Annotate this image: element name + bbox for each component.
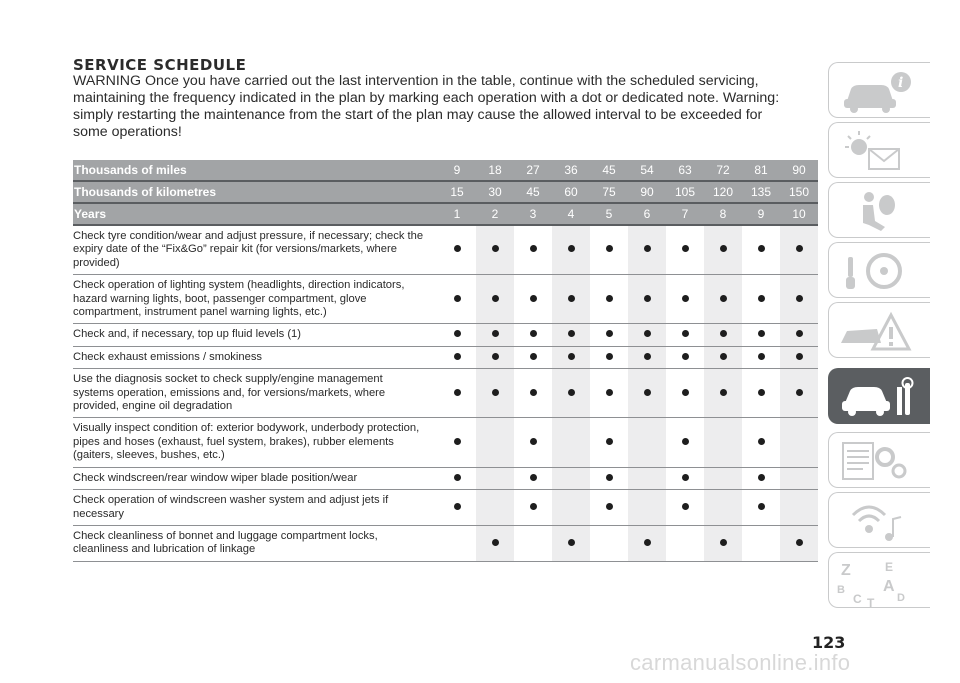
watermark: carmanualsonline.info <box>630 650 851 675</box>
schedule-cell <box>552 324 590 346</box>
schedule-cell <box>552 490 590 526</box>
schedule-cell <box>590 467 628 489</box>
header-value: 150 <box>780 181 818 203</box>
service-dot <box>454 330 461 337</box>
schedule-cell <box>780 490 818 526</box>
header-value: 90 <box>628 181 666 203</box>
table-header-row <box>73 181 818 203</box>
header-value: 36 <box>552 160 590 181</box>
schedule-cell <box>780 225 818 275</box>
schedule-cell <box>666 467 704 489</box>
header-value: 72 <box>704 160 742 181</box>
header-value: 27 <box>514 160 552 181</box>
schedule-cell <box>476 324 514 346</box>
header-value: 135 <box>742 181 780 203</box>
table-row <box>73 525 818 561</box>
service-dot <box>492 295 499 302</box>
car-maintenance-icon <box>829 369 931 425</box>
operation-text: Visually inspect condition of: exterior bodywork, underbody protection, pipes and hoses (exhaust, fuel system, brakes), rubber elements (gaiters, sleeves, bushes, etc.) <box>73 418 438 467</box>
airbag-safety-icon <box>829 183 931 239</box>
schedule-cell <box>514 324 552 346</box>
table-header-row <box>73 203 818 225</box>
index-letter: D <box>897 592 905 604</box>
operation-text: Check operation of windscreen washer system and adjust jets if necessary <box>73 490 438 526</box>
schedule-cell <box>704 467 742 489</box>
service-schedule-table <box>73 160 818 562</box>
schedule-cell <box>590 324 628 346</box>
service-dot <box>720 353 727 360</box>
service-dot <box>454 438 461 445</box>
table-row <box>73 490 818 526</box>
schedule-cell <box>628 369 666 418</box>
service-dot <box>568 389 575 396</box>
service-dot <box>644 245 651 252</box>
schedule-cell <box>704 225 742 275</box>
service-dot <box>758 389 765 396</box>
tab-technical-data[interactable] <box>828 432 930 488</box>
service-dot <box>644 295 651 302</box>
service-dot <box>454 353 461 360</box>
service-dot <box>568 353 575 360</box>
index-icon <box>829 553 931 609</box>
page-title: SERVICE SCHEDULE <box>73 56 247 74</box>
index-letter: A <box>883 578 895 595</box>
schedule-cell <box>742 369 780 418</box>
service-dot <box>530 474 537 481</box>
tab-warning-lights-messages[interactable] <box>828 122 930 178</box>
schedule-cell <box>514 369 552 418</box>
operation-text: Check and, if necessary, top up fluid levels (1) <box>73 324 438 346</box>
schedule-cell <box>742 346 780 368</box>
schedule-cell <box>514 525 552 561</box>
service-dot <box>492 389 499 396</box>
schedule-cell <box>742 225 780 275</box>
service-dot <box>568 539 575 546</box>
tab-starting-driving[interactable] <box>828 242 930 298</box>
header-label: Thousands of miles <box>73 160 438 181</box>
schedule-cell <box>438 490 476 526</box>
service-dot <box>682 353 689 360</box>
schedule-cell <box>666 418 704 467</box>
header-value: 15 <box>438 181 476 203</box>
schedule-cell <box>590 225 628 275</box>
schedule-cell <box>780 418 818 467</box>
schedule-cell <box>438 225 476 275</box>
service-dot <box>720 330 727 337</box>
service-dot <box>758 474 765 481</box>
header-value: 7 <box>666 203 704 225</box>
schedule-cell <box>552 346 590 368</box>
schedule-cell <box>742 490 780 526</box>
schedule-cell <box>476 418 514 467</box>
service-dot <box>758 438 765 445</box>
schedule-cell <box>780 369 818 418</box>
service-dot <box>606 353 613 360</box>
service-dot <box>758 330 765 337</box>
schedule-cell <box>628 490 666 526</box>
schedule-cell <box>628 346 666 368</box>
operation-text: Check exhaust emissions / smokiness <box>73 346 438 368</box>
warning-paragraph: WARNING Once you have carried out the last intervention in the table, continue with the scheduled servicing, maintaining the frequency indicated in the plan by marking each operation with a dot or dedicated note. Warning: simply restarting the maintenance from the start of the plan may cause the allowed interval to be exceeded for some operations! <box>73 73 780 140</box>
schedule-cell <box>628 418 666 467</box>
schedule-cell <box>438 346 476 368</box>
schedule-cell <box>780 525 818 561</box>
service-dot <box>644 539 651 546</box>
service-dot <box>606 438 613 445</box>
schedule-cell <box>476 369 514 418</box>
header-value: 30 <box>476 181 514 203</box>
service-dot <box>796 539 803 546</box>
service-dot <box>568 295 575 302</box>
schedule-cell <box>476 525 514 561</box>
service-dot <box>454 245 461 252</box>
schedule-cell <box>514 418 552 467</box>
schedule-cell <box>514 346 552 368</box>
service-dot <box>796 389 803 396</box>
schedule-cell <box>666 324 704 346</box>
header-value: 9 <box>742 203 780 225</box>
service-dot <box>682 389 689 396</box>
schedule-cell <box>666 346 704 368</box>
service-dot <box>530 438 537 445</box>
table-row <box>73 418 818 467</box>
schedule-cell <box>476 490 514 526</box>
service-dot <box>454 389 461 396</box>
schedule-cell <box>666 225 704 275</box>
service-dot <box>530 503 537 510</box>
page-number: 123 <box>812 633 846 652</box>
schedule-cell <box>438 525 476 561</box>
table-header-row <box>73 160 818 181</box>
service-dot <box>492 353 499 360</box>
operation-text: Check windscreen/rear window wiper blade position/wear <box>73 467 438 489</box>
header-label: Years <box>73 203 438 225</box>
service-dot <box>454 474 461 481</box>
schedule-cell <box>780 324 818 346</box>
schedule-cell <box>742 324 780 346</box>
service-dot <box>758 245 765 252</box>
table-row <box>73 275 818 324</box>
service-dot <box>644 330 651 337</box>
header-value: 45 <box>590 160 628 181</box>
schedule-cell <box>514 490 552 526</box>
header-value: 9 <box>438 160 476 181</box>
schedule-cell <box>476 275 514 324</box>
emergency-icon <box>829 303 931 359</box>
schedule-cell <box>704 275 742 324</box>
schedule-cell <box>628 525 666 561</box>
tab-multimedia[interactable] <box>828 492 930 548</box>
header-value: 60 <box>552 181 590 203</box>
service-dot <box>796 330 803 337</box>
service-dot <box>530 330 537 337</box>
service-dot <box>796 245 803 252</box>
schedule-cell <box>438 324 476 346</box>
service-dot <box>530 389 537 396</box>
service-dot <box>758 503 765 510</box>
index-letter: E <box>885 560 894 574</box>
schedule-cell <box>742 525 780 561</box>
schedule-cell <box>552 525 590 561</box>
schedule-cell <box>704 525 742 561</box>
schedule-cell <box>666 490 704 526</box>
table-row <box>73 346 818 368</box>
schedule-cell <box>628 324 666 346</box>
service-dot <box>492 245 499 252</box>
operation-text: Check operation of lighting system (headlights, direction indicators, hazard warning lights, boot, passenger compartment, glove compartment, instrument panel warning lights, etc.) <box>73 275 438 324</box>
header-label: Thousands of kilometres <box>73 181 438 203</box>
schedule-cell <box>666 369 704 418</box>
schedule-cell <box>590 490 628 526</box>
header-value: 10 <box>780 203 818 225</box>
header-value: 1 <box>438 203 476 225</box>
schedule-cell <box>628 225 666 275</box>
service-dot <box>720 295 727 302</box>
service-dot <box>530 295 537 302</box>
schedule-cell <box>514 275 552 324</box>
service-dot <box>796 353 803 360</box>
index-letter: B <box>837 584 845 596</box>
tab-airbag-safety[interactable] <box>828 182 930 238</box>
index-letter: C <box>853 592 862 606</box>
schedule-cell <box>438 369 476 418</box>
service-dot <box>454 503 461 510</box>
table-row <box>73 324 818 346</box>
service-dot <box>454 295 461 302</box>
schedule-cell <box>590 275 628 324</box>
schedule-cell <box>704 346 742 368</box>
header-value: 90 <box>780 160 818 181</box>
schedule-cell <box>666 525 704 561</box>
index-letter: T <box>867 596 875 609</box>
schedule-cell <box>438 418 476 467</box>
table-row <box>73 225 818 275</box>
car-info-icon <box>829 63 931 119</box>
header-value: 8 <box>704 203 742 225</box>
header-value: 5 <box>590 203 628 225</box>
header-value: 4 <box>552 203 590 225</box>
schedule-cell <box>628 467 666 489</box>
schedule-cell <box>704 490 742 526</box>
operation-text: Check cleanliness of bonnet and luggage compartment locks, cleanliness and lubrication of linkage <box>73 525 438 561</box>
header-value: 120 <box>704 181 742 203</box>
schedule-cell <box>552 369 590 418</box>
service-dot <box>606 474 613 481</box>
header-value: 105 <box>666 181 704 203</box>
schedule-cell <box>552 418 590 467</box>
service-dot <box>682 438 689 445</box>
schedule-cell <box>476 225 514 275</box>
header-value: 54 <box>628 160 666 181</box>
schedule-cell <box>780 467 818 489</box>
technical-data-icon <box>829 433 931 489</box>
service-dot <box>758 353 765 360</box>
table-row <box>73 467 818 489</box>
schedule-cell <box>438 275 476 324</box>
header-value: 63 <box>666 160 704 181</box>
service-dot <box>682 330 689 337</box>
service-dot <box>644 353 651 360</box>
header-value: 6 <box>628 203 666 225</box>
service-dot <box>606 389 613 396</box>
schedule-cell <box>476 346 514 368</box>
service-dot <box>682 503 689 510</box>
tab-car-maintenance[interactable] <box>828 368 930 424</box>
svg-text:i: i <box>898 75 904 91</box>
schedule-cell <box>552 275 590 324</box>
service-dot <box>720 245 727 252</box>
service-dot <box>606 503 613 510</box>
service-dot <box>644 389 651 396</box>
service-dot <box>606 330 613 337</box>
service-dot <box>758 295 765 302</box>
service-dot <box>606 295 613 302</box>
operation-text: Check tyre condition/wear and adjust pressure, if necessary; check the expiry date of the “Fix&Go” repair kit (for versions/markets, where provided) <box>73 225 438 275</box>
schedule-cell <box>704 418 742 467</box>
schedule-cell <box>628 275 666 324</box>
schedule-cell <box>552 467 590 489</box>
multimedia-icon <box>829 493 931 549</box>
header-value: 18 <box>476 160 514 181</box>
schedule-cell <box>590 525 628 561</box>
table-row <box>73 369 818 418</box>
service-dot <box>530 245 537 252</box>
schedule-cell <box>590 418 628 467</box>
service-dot <box>682 245 689 252</box>
service-dot <box>530 353 537 360</box>
service-dot <box>682 295 689 302</box>
service-dot <box>492 330 499 337</box>
operation-text: Use the diagnosis socket to check supply/engine management systems operation, emissions and, for versions/markets, where provided, engine oil degradation <box>73 369 438 418</box>
schedule-cell <box>704 369 742 418</box>
schedule-cell <box>742 418 780 467</box>
header-value: 81 <box>742 160 780 181</box>
service-dot <box>682 474 689 481</box>
service-dot <box>606 245 613 252</box>
schedule-cell <box>438 467 476 489</box>
tab-index[interactable] <box>828 552 930 608</box>
service-dot <box>568 245 575 252</box>
header-value: 3 <box>514 203 552 225</box>
starting-driving-icon <box>829 243 931 299</box>
header-value: 45 <box>514 181 552 203</box>
schedule-cell <box>742 467 780 489</box>
service-dot <box>568 330 575 337</box>
service-dot <box>720 539 727 546</box>
schedule-cell <box>704 324 742 346</box>
service-dot <box>492 539 499 546</box>
header-value: 2 <box>476 203 514 225</box>
schedule-cell <box>590 346 628 368</box>
schedule-cell <box>780 275 818 324</box>
tab-car-info[interactable] <box>828 62 930 118</box>
schedule-cell <box>666 275 704 324</box>
schedule-cell <box>780 346 818 368</box>
index-letter: Z <box>841 562 851 579</box>
schedule-cell <box>552 225 590 275</box>
header-value: 75 <box>590 181 628 203</box>
tab-emergency[interactable] <box>828 302 930 358</box>
service-dot <box>720 389 727 396</box>
schedule-cell <box>476 467 514 489</box>
schedule-cell <box>590 369 628 418</box>
service-dot <box>796 295 803 302</box>
warning-lights-messages-icon <box>829 123 931 179</box>
schedule-cell <box>514 225 552 275</box>
schedule-cell <box>742 275 780 324</box>
schedule-cell <box>514 467 552 489</box>
